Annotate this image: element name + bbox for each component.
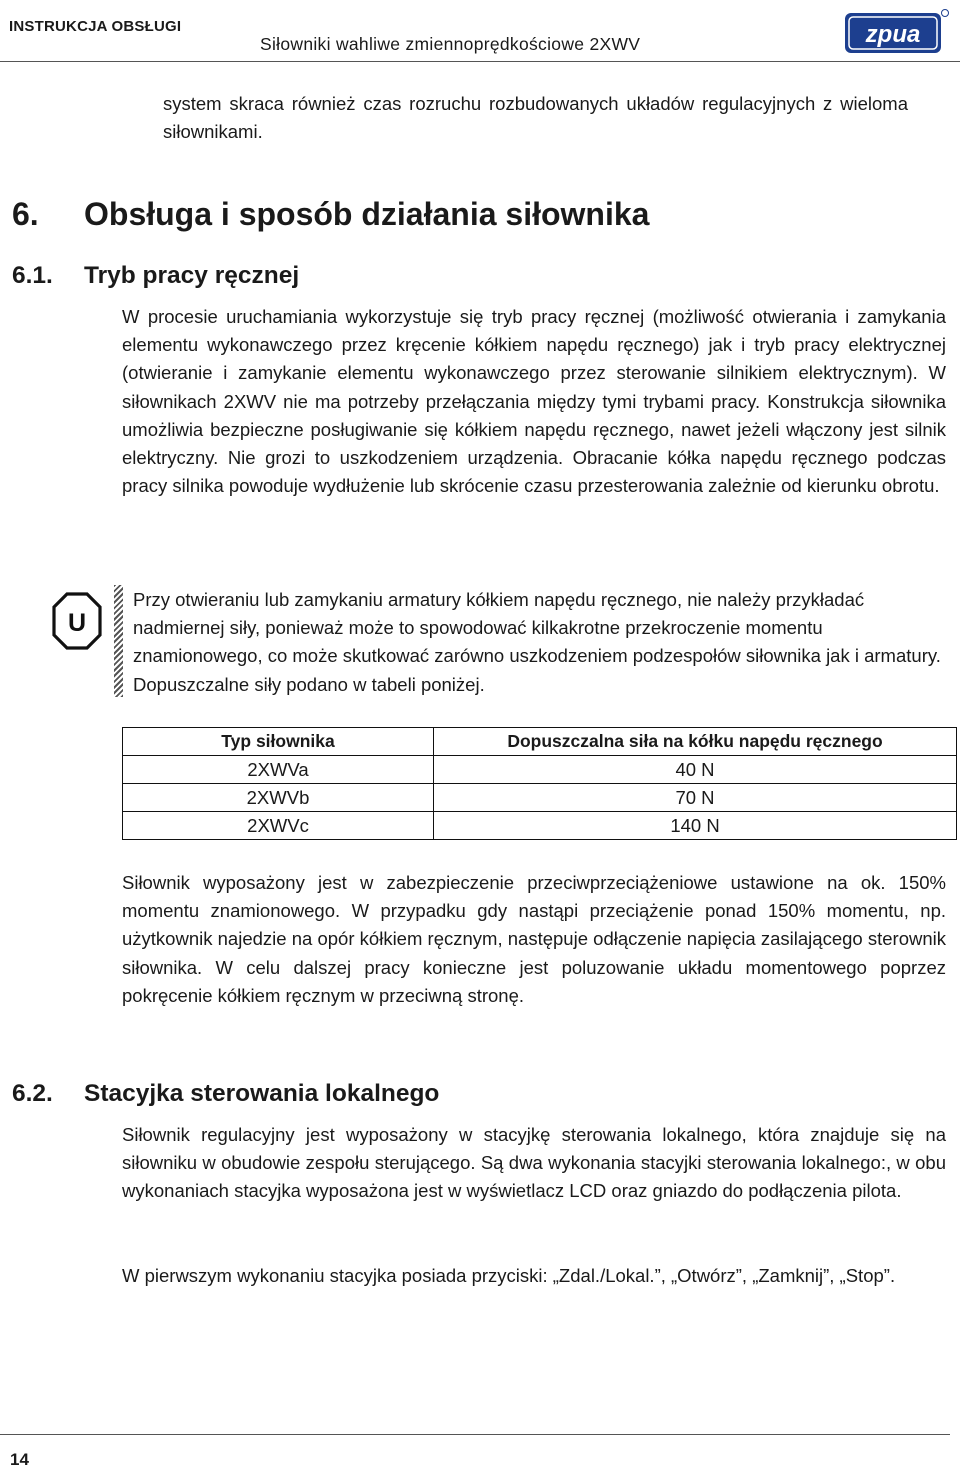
table-cell-type: 2XWVa <box>123 756 434 784</box>
section-6-heading <box>12 196 649 233</box>
section-6-2-title: Stacyjka sterowania lokalnego <box>84 1080 440 1107</box>
section-6-1-title: Tryb pracy ręcznej <box>84 262 300 289</box>
svg-text:zpua: zpua <box>865 21 921 48</box>
warning-text: Przy otwieraniu lub zamykaniu armatury kółkiem napędu ręcznego, nie należy przykładać nadmiernej siły, ponieważ może to spowodować kilkakrotne przekroczenie momentu znamionowego, co może skutkować zarówno uszkodzeniem podzespołów siłownika jak i armatury. Dopuszczalne siły podano w tabeli poniżej. <box>133 589 941 695</box>
page-number: 14 <box>10 1450 29 1469</box>
force-table <box>122 727 957 840</box>
table-cell-type: 2XWVc <box>123 812 434 840</box>
section-6-title: Obsługa i sposób działania siłownika <box>84 196 650 232</box>
header-divider <box>0 61 960 62</box>
header-title: Siłowniki wahliwe zmiennoprędkościowe 2XWV <box>260 34 641 54</box>
table-cell-type: 2XWVb <box>123 784 434 812</box>
table-header-type: Typ siłownika <box>123 728 434 756</box>
section-6-1-number: 6.1. <box>12 262 53 289</box>
section-6-2-heading <box>12 1080 439 1108</box>
zpua-logo <box>843 8 951 55</box>
section-6-2-buttons-paragraph: W pierwszym wykonaniu stacyjka posiada przyciski: „Zdal./Lokal.”, „Otwórz”, „Zamknij”, „Stop”. <box>122 1265 896 1286</box>
header-label: INSTRUKCJA OBSŁUGI <box>9 18 182 35</box>
section-6-2-number: 6.2. <box>12 1080 53 1107</box>
section-6-number: 6. <box>12 196 39 232</box>
section-6-1-body: W procesie uruchamiania wykorzystuje się tryb pracy ręcznej (możliwość otwierania i zamykania elementu wykonawczego przez kręcenie kółkiem napędu ręcznego) jak i tryb pracy elektrycznej (otwieranie i zamykanie elementu wykonawczego przez sterowanie silnikiem elektrycznym). W siłownikach 2XWV nie ma potrzeby przełączania między tymi trybami pracy. Konstrukcja siłownika umożliwia bezpieczne posługiwanie się kółkiem napędu ręcznego, nawet jeżeli włączony jest silnik elektryczny. Nie grozi to uszkodzeniem urządzenia. Obracanie kółka napędu ręcznego podczas pracy silnika powoduje wydłużenie lub skrócenie czasu przesterowania zależnie od kierunku obrotu. <box>122 306 946 497</box>
section-6-1-heading <box>12 262 299 290</box>
warning-icon <box>52 592 102 650</box>
table-row <box>123 756 957 784</box>
footer-divider <box>0 1434 950 1435</box>
table-cell-force: 40 N <box>434 756 957 784</box>
table-row <box>123 812 957 840</box>
overload-paragraph: Siłownik wyposażony jest w zabezpieczenie przeciwprzeciążeniowe ustawione na ok. 150% momentu znamionowego. W przypadku gdy nastąpi przeciążenie ponad 150% momentu, np. użytkownik najedzie na opór kółkiem ręcznym, następuje odłączenie napięcia zasilającego sterownik siłownika. W celu dalszej pracy konieczne jest poluzowanie układu momentowego poprzez pokręcenie kółkiem ręcznym w przeciwną stronę. <box>122 872 946 1006</box>
intro-paragraph: system skraca również czas rozruchu rozbudowanych układów regulacyjnych z wieloma siłownikami. <box>163 93 908 143</box>
table-cell-force: 140 N <box>434 812 957 840</box>
table-cell-force: 70 N <box>434 784 957 812</box>
table-header-row <box>123 728 957 756</box>
section-6-2-body: Siłownik regulacyjny jest wyposażony w stacyjkę sterowania lokalnego, która znajduje się na siłowniku w obudowie zespołu sterującego. Są dwa wykonania stacyjki sterowania lokalnego:, w obu wykonaniach stacyjka wyposażona jest w wyświetlacz LCD oraz gniazdo do podłączenia pilota. <box>122 1124 946 1202</box>
warning-hatch-bar <box>114 585 123 697</box>
table-row <box>123 784 957 812</box>
table-header-force: Dopuszczalna siła na kółku napędu ręcznego <box>434 728 957 756</box>
svg-text:U: U <box>67 609 87 637</box>
